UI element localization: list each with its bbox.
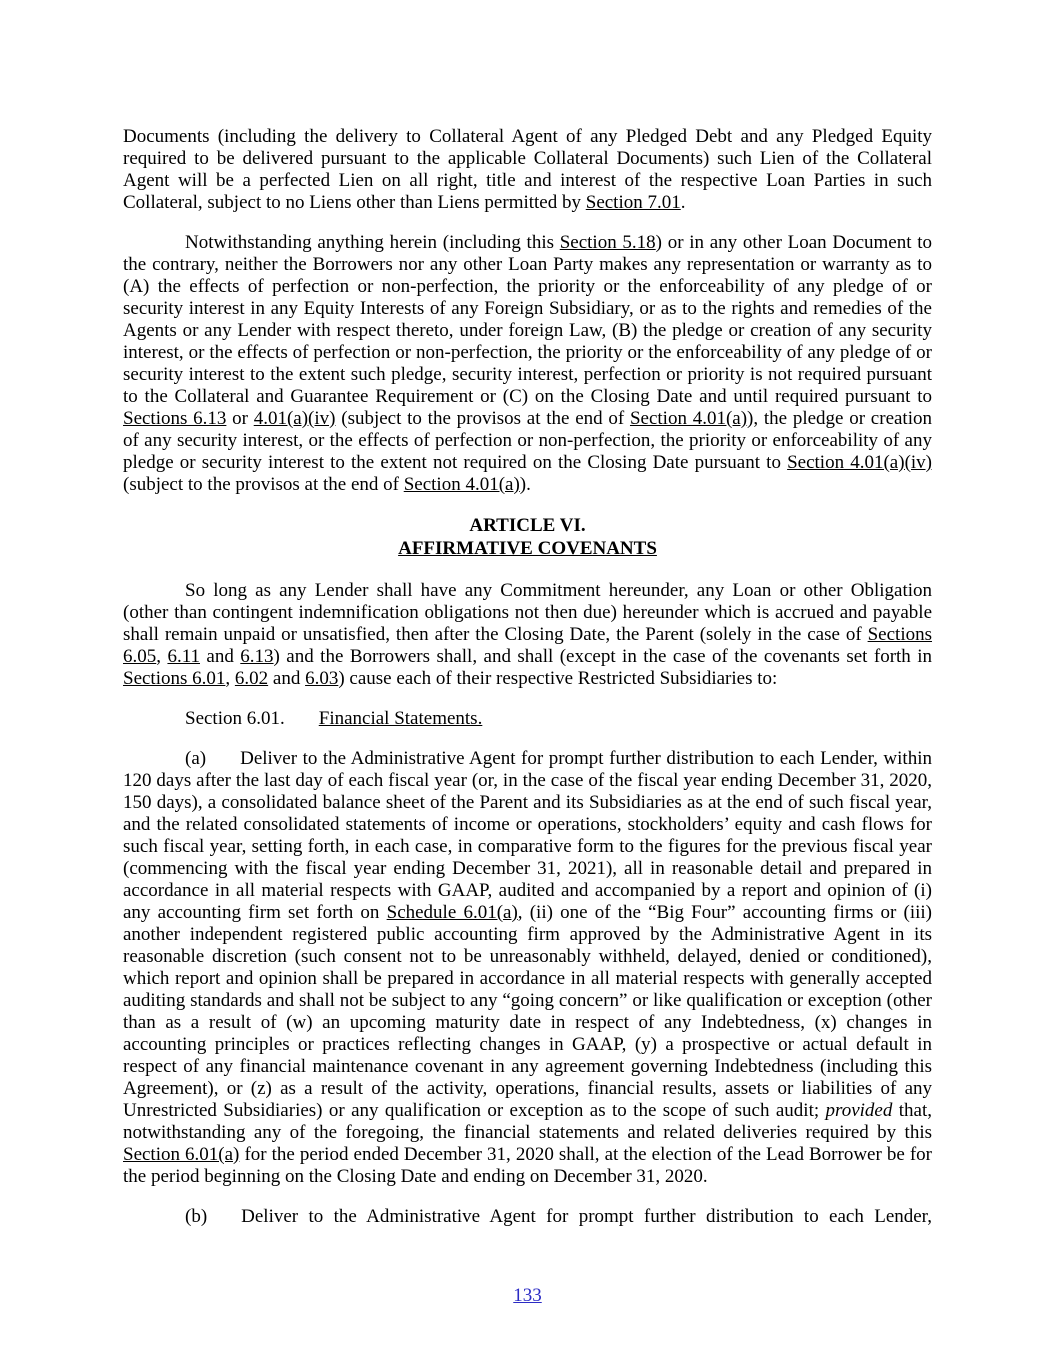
text-run: .: [680, 192, 686, 213]
text-run: or: [226, 408, 254, 429]
text-run: ,: [225, 668, 235, 689]
section-reference: 6.03: [305, 668, 339, 689]
section-reference: Schedule 6.01(a): [386, 902, 518, 923]
paragraph-no-representation: [123, 232, 932, 496]
document-body: [123, 126, 932, 1246]
text-run: So long as any Lender shall have any Commitment hereunder, any Loan or other Obligation (other than contingent indemnification obligations not then due) hereunder which is accrued and payable shall remain unpaid or unsatisfied, then after the Closing Date, the Parent (solely in the case of: [123, 580, 932, 645]
section-reference: Section 4.01(a): [403, 474, 520, 495]
page-number-link[interactable]: 133: [513, 1285, 542, 1306]
text-run: ,: [156, 646, 168, 667]
section-reference: Section 6.01(a): [123, 1144, 240, 1165]
section-reference: Section 4.01(a)(iv): [787, 452, 932, 473]
section-reference: Section 7.01: [585, 192, 681, 213]
paragraph-6-01-b: [123, 1206, 932, 1228]
section-reference: Sections 6.01: [123, 668, 226, 689]
text-run: ) cause each of their respective Restricted Subsidiaries to:: [338, 668, 778, 689]
section-reference: Sections 6.05: [123, 624, 932, 667]
section-reference: 6.11: [167, 646, 200, 667]
paragraph-collateral-documents: [123, 126, 932, 214]
text-run: Deliver to the Administrative Agent for prompt further distribution to each Lender,: [241, 1206, 932, 1227]
paragraph-covenant-lead-in: [123, 580, 932, 690]
text-run: for the period ended December 31, 2020 shall, at the election of the Lead Borrower be for the period beginning on the Closing Date and ending on December 31, 2020.: [123, 1144, 933, 1187]
section-reference: Sections 6.13: [123, 408, 227, 429]
text-run: Notwithstanding anything herein (including this: [185, 232, 560, 253]
section-reference: Section 5.18: [559, 232, 656, 253]
article-number-line: ARTICLE VI.: [469, 515, 586, 536]
text-run: Section 6.01.: [185, 708, 285, 729]
text-run: (subject to the provisos at the end of: [123, 474, 404, 495]
page-footer: [0, 1285, 1055, 1307]
text-run: ) and the Borrowers shall, and shall (except in the case of the covenants set forth in: [273, 646, 933, 667]
section-reference: 6.13: [240, 646, 274, 667]
article-heading: [123, 514, 932, 560]
text-run: ), the pledge or creation of any security interest, or the effects of perfection or non-perfection, the priority or enforceability of any pledge or security interest to the extent not required on the Closing Date pursuant to: [123, 408, 932, 473]
section-reference: Section 4.01(a): [629, 408, 748, 429]
text-run: ) or in any other Loan Document to the contrary, neither the Borrowers nor any other Loan Party makes any representation or warranty as to (A) the effects of perfection or non-perfection, the priority or the enforceability of any pledge of or security interest in any Equity Interests of any Foreign Subsidiary, or as to the rights and remedies of the Agents or any Lender with respect thereto, under foreign Law, (B) the pledge or creation of any security interest, or the effects of perfection or non-perfection, the priority or the enforceability of any pledge of or security interest to the extent such pledge, security interest, perfection or priority is not required pursuant to the Collateral and Guarantee Requirement or (C) on the Closing Date and until required pursuant to: [123, 232, 932, 407]
text-run: and: [199, 646, 241, 667]
text-run: that, notwithstanding any of the foregoing, the financial statements and related deliveries required by this: [123, 1100, 932, 1143]
text-run: (subject to the provisos at the end of: [335, 408, 630, 429]
text-run: (a): [185, 748, 207, 769]
text-run: Documents (including the delivery to Collateral Agent of any Pledged Debt and any Pledged Equity required to be delivered pursuant to the applicable Collateral Documents) such Lien of the Collateral Agent will be a perfected Lien on all right, title and interest of the respective Loan Parties in such Collateral, subject to no Liens other than Liens permitted by: [123, 126, 932, 213]
section-6-01-heading: [123, 708, 932, 730]
text-run: ).: [519, 474, 531, 495]
text-run: and: [268, 668, 306, 689]
text-run: provided: [825, 1100, 893, 1121]
text-run: (b): [185, 1206, 208, 1227]
section-reference: Financial Statements.: [318, 708, 483, 729]
section-reference: 4.01(a)(iv): [253, 408, 336, 429]
paragraph-6-01-a: [123, 748, 932, 1188]
text-run: Deliver to the Administrative Agent for prompt further distribution to each Lender, within 120 days after the last day of each fiscal year (or, in the case of the fiscal year ending December 31, 2020, 150 days), a consolidated balance sheet of the Parent and its Subsidiaries as at the end of such fiscal year, and the related consolidated statements of income or operations, stockholders’ equity and cash flows for such fiscal year, setting forth, in each case, in comparative form to the figures for the previous fiscal year (commencing with the fiscal year ending December 31, 2021), all in reasonable detail and prepared in accordance in all material respects with GAAP, audited and accompanied by a report and opinion of (i) any accounting firm set forth on: [123, 748, 932, 923]
section-reference: 6.02: [234, 668, 269, 689]
text-run: , (ii) one of the “Big Four” accounting firms or (iii) another independent registered public accounting firm approved by the Administrative Agent in its reasonable discretion (such consent not to be unreasonably withheld, delayed, denied or conditioned), which report and opinion shall be prepared in accordance in all material respects with generally accepted auditing standards and shall not be subject to any “going concern” or like qualification or exception (other than as a result of (w) an upcoming maturity date in respect of any Indebtedness, (x) changes in accounting principles or practices reflecting changes in GAAP, (y) a prospective or actual default in respect of any financial maintenance covenant in any agreement governing Indebtedness (including this Agreement), or (z) as a result of the activity, operations, financial results, assets or liabilities of any Unrestricted Subsidiaries) or any qualification or exception as to the scope of such audit;: [123, 902, 933, 1121]
article-title-line: AFFIRMATIVE COVENANTS: [398, 538, 657, 559]
